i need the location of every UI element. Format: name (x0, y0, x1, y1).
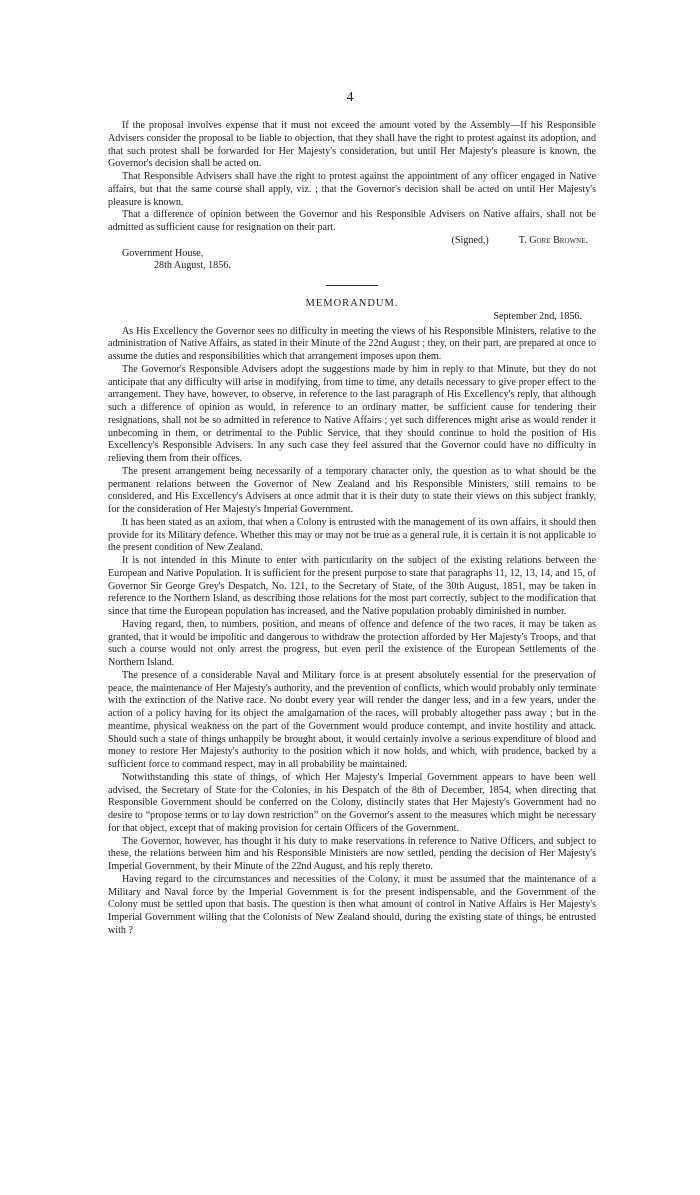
memorandum-paragraph: The present arrangement being necessarily of a temporary character only, the question as to what should be the permanent relations between the Governor of New Zealand and his Responsible Ministers, still remains to be considered, and His Excellency's Advisers at once admit that it is their duty to state their views on this subject frankly, for the consideration of Her Majesty's Imperial Government. (108, 465, 596, 515)
memorandum-paragraph: The Governor, however, has thought it his duty to make reservations in reference to Native Officers, and subject to these, the relations between him and his Responsible Ministers are now settled, pending the decision of Her Majesty's Imperial Government, by their Minute of the 22nd August, and his reply thereto. (108, 835, 596, 872)
memorandum-paragraph: Having regard, then, to numbers, position, and means of offence and defence of the two races, it may be taken as granted, that it would be impolitic and dangerous to withdraw the protection afforded by Her Majesty's Troops, and that such a course would not only arrest the progress, but even peril the existence of the European Settlements of the Northern Island. (108, 618, 596, 668)
signature-line (108, 235, 596, 248)
page-number: 4 (346, 90, 354, 105)
memorandum-paragraph: The Governor's Responsible Advisers adopt the suggestions made by him in reply to that Minute, but they do not anticipate that any difficulty will arise in modifying, from time to time, any details necessary to give proper effect to the arrangement. They have, however, to observe, in reference to the last paragraph of His Excellency's reply, that although such a difference of opinion as would, in reference to an ordinary matter, be sufficient cause for tendering their resignations, shall not be so admitted in reference to Native Affairs ; yet such differences might arise as would render it unbecoming in them, or detrimental to the Public Service, that they should continue to hold the position of His Excellency's Responsible Advisers. In any such case they feel assured that the Governor could have no difficulty in relieving them from their offices. (108, 363, 596, 464)
signatory-name: T. Gore Browne. (518, 234, 588, 246)
memorandum-paragraph: As His Excellency the Governor sees no difficulty in meeting the views of his Responsible Ministers, relative to the administration of Native Affairs, as stated in their Minute of the 22nd August ; they, on their part, are prepared at once to assume the duties and responsibilities which that arrangement imposes upon them. (108, 325, 596, 362)
letter-section (108, 120, 596, 273)
memorandum-paragraph: The presence of a considerable Naval and Military force is at present absolutely essential for the preservation of peace, the maintenance of Her Majesty's authority, and the prevention of conflicts, which would probably only terminate with the extinction of the Native race. No doubt every year will render the danger less, and in a few years, under the action of a policy having for its object the amalgamation of the races, will probably altogether pass away ; but in the meantime, physical weakness on the part of the Government would produce contempt, and invite hostility and attack. Should such a state of things unhappily be brought about, it would certainly involve a serious expenditure of blood and money to restore Her Majesty's authority to the position which it now holds, and which, with prudence, backed by a sufficient force to command respect, may in all probability be maintained. (108, 669, 596, 770)
memorandum-paragraph: It is not intended in this Minute to enter with particularity on the subject of the existing relations between the European and Native Population. It is sufficient for the present purpose to state that paragraphs 11, 12, 13, 14, and 15, of Governor Sir George Grey's Despatch, No. 121, to the Secretary of State, of the 30th August, 1851, may be taken in reference to the Northern Island, as describing those relations for the most part correctly, subject to the modification that since that time the European population has increased, and the Native population probably diminished in number. (108, 555, 596, 617)
letter-date: 28th August, 1856. (154, 260, 231, 272)
memorandum-date: September 2nd, 1856. (493, 310, 582, 322)
memorandum-paragraph: Having regard to the circumstances and necessities of the Colony, it must be assumed that the maintenance of a Military and Naval force by the Imperial Government is for the present indispensable, and the Government of the Colony must be settled upon that basis. The question is then what amount of control in Native Affairs is Her Majesty's Imperial Government willing that the Colonists of New Zealand should, during the existing state of things, be entrusted with ? (108, 873, 596, 936)
signed-label: (Signed,) (451, 234, 489, 246)
memorandum-paragraph: It has been stated as an axiom, that when a Colony is entrusted with the management of its own affairs, it should then provide for its Military defence. Whether this may or may not be true as a general rule, it is certain it is not applicable to the present condition of New Zealand. (108, 516, 596, 554)
memorandum-section (108, 298, 596, 938)
letter-paragraph: That a difference of opinion between the Governor and his Responsible Advisers on Native affairs, shall not be admitted as sufficient cause for resignation on their part. (108, 209, 596, 233)
section-divider (326, 285, 378, 286)
letter-place: Government House, (122, 247, 204, 259)
memorandum-title: MEMORANDUM. (305, 298, 399, 309)
letter-paragraph: If the proposal involves expense that it must not exceed the amount voted by the Assembly—If his Responsible Advisers consider the proposal to be liable to objection, that they shall have the right to protest against its adoption, and that such protest shall be forwarded for Her Majesty's consideration, but until Her Majesty's pleasure is known, the Governor's decision shall be acted on. (108, 120, 596, 170)
memorandum-paragraph: Notwithstanding this state of things, of which Her Majesty's Imperial Government appears to have been well advised, the Secretary of State for the Colonies, in his Despatch of the 8th of December, 1854, when directing that Responsible Government should be conferred on the Colony, distinctly states that Her Majesty's Government had no desire to “propose terms or to lay down restriction” on the Governor's assent to the measures which might be necessary for that object, except that of making provision for certain Officers of the Government. (108, 771, 596, 834)
letter-paragraph: That Responsible Advisers shall have the right to protest against the appointment of any officer engaged in Native affairs, but that the same course shall apply, viz. ; that the Governor's decision shall be acted on until Her Majesty's pleasure is known. (108, 171, 596, 208)
document-page (108, 88, 596, 938)
